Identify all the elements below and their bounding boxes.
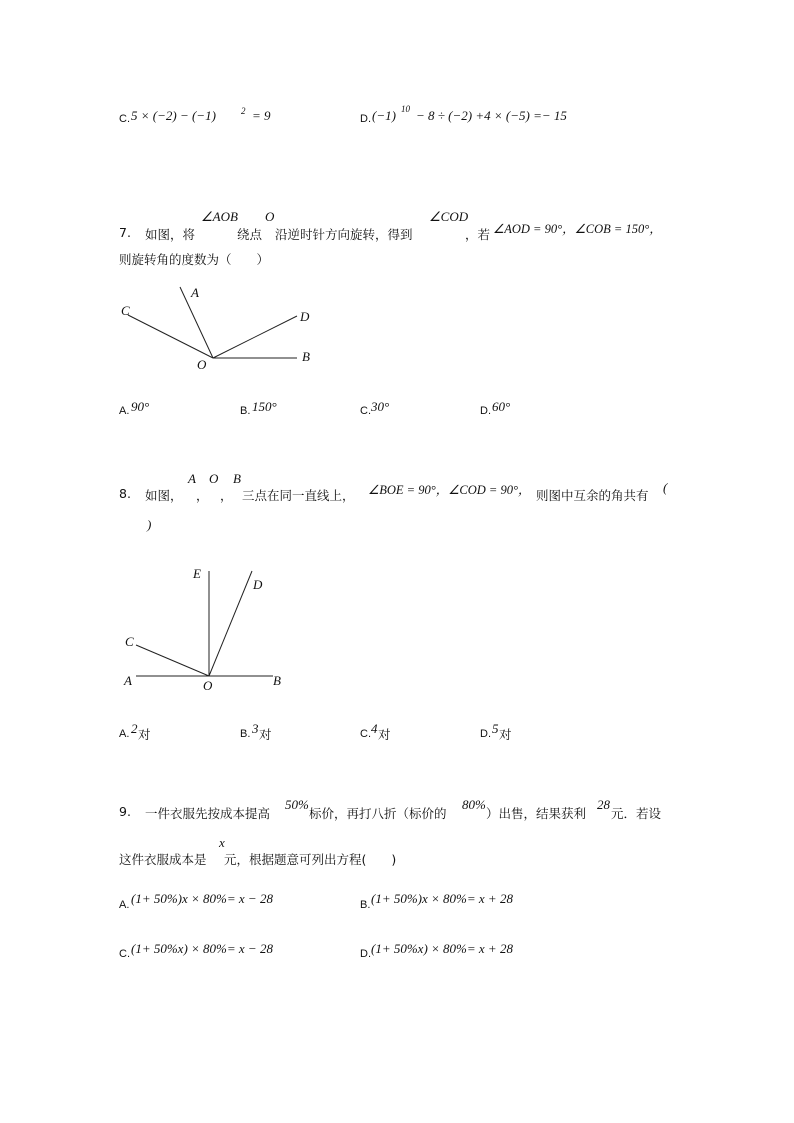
label-o: O [203, 678, 213, 693]
q8-figure [118, 560, 298, 695]
q7-point-o: O [265, 209, 275, 224]
q7-angle-aob: ∠AOB [201, 209, 238, 224]
q9-option-b-value: (1+ 50%)x × 80%= x + 28 [371, 891, 513, 906]
q9-line-2b: 元，根据题意可列出方程( ) [224, 852, 397, 867]
q8-option-d-unit: 对 [499, 727, 512, 742]
q7-figure [110, 278, 340, 378]
ray-oc [136, 645, 209, 676]
q8-comma-1: ， [196, 488, 209, 503]
q8-comma-2: ， [220, 488, 233, 503]
q7-option-b-value: 150° [252, 399, 277, 414]
q7-option-a-label: A. [119, 405, 130, 417]
q7-line-2: 则旋转角的度数为（ ） [119, 252, 270, 267]
q6-option-c-label: C. [119, 113, 130, 125]
q8-option-c-unit: 对 [378, 727, 391, 742]
q7-condition: ∠AOD = 90°，∠COB = 150°， [493, 222, 662, 236]
q7-number: 7. [119, 225, 131, 240]
label-c: C [125, 634, 134, 649]
label-b: B [302, 349, 310, 364]
q9-var-x: x [219, 835, 225, 850]
q8-paren-close: ) [147, 517, 152, 532]
q7-text-3: 沿逆时针方向旋转，得到 [275, 227, 413, 242]
q9-text-3: ）出售，结果获利 [486, 806, 587, 821]
q9-option-c-value: (1+ 50%x) × 80%= x − 28 [131, 941, 273, 956]
label-d: D [300, 309, 310, 324]
q7-text-2: 绕点 [237, 227, 263, 242]
q9-text-1: 一件衣服先按成本提高 [145, 806, 271, 821]
label-b: B [273, 673, 281, 688]
q9-pct-80: 80% [462, 797, 486, 812]
q8-option-a-unit: 对 [138, 727, 151, 742]
q9-line-2a: 这件衣服成本是 [119, 852, 207, 867]
q9-option-d-label: D. [360, 948, 371, 960]
q6-option-c-rest: = 9 [252, 108, 271, 123]
label-o: O [197, 357, 207, 372]
q8-option-c-value: 4 [371, 721, 378, 736]
q8-option-b-value: 3 [252, 721, 259, 736]
q8-option-a-label: A. [119, 728, 130, 740]
ray-od [213, 316, 297, 358]
ray-oc [128, 315, 213, 358]
q7-option-b-label: B. [240, 405, 251, 417]
q7-text-4: ，若 [465, 227, 491, 242]
label-c: C [121, 303, 130, 318]
q6-option-d-label: D. [360, 113, 371, 125]
q6-option-c-sup: 2 [241, 106, 246, 116]
q8-option-a-value: 2 [131, 721, 138, 736]
q7-angle-cod: ∠COD [429, 209, 469, 224]
q7-option-a-value: 90° [131, 399, 150, 414]
q9-option-c-label: C. [119, 948, 130, 960]
q6-option-c-expr: 5 × (−2) − (−1) [131, 108, 216, 123]
q7-option-d-label: D. [480, 405, 491, 417]
q7-option-c-label: C. [360, 405, 371, 417]
q6-option-d-expr-base: (−1) [372, 108, 396, 123]
q9-option-a-value: (1+ 50%)x × 80%= x − 28 [131, 891, 273, 906]
q7-option-d-value: 60° [492, 399, 511, 414]
q7-option-c-value: 30° [371, 399, 390, 414]
q9-n-28: 28 [597, 797, 610, 812]
q9-number: 9. [119, 804, 131, 819]
q8-point-b: B [233, 471, 241, 486]
q8-condition: ∠BOE = 90°，∠COD = 90°， [368, 483, 531, 497]
label-d: D [253, 577, 263, 592]
ray-od [209, 571, 252, 676]
q8-option-d-label: D. [480, 728, 491, 740]
q8-number: 8. [119, 486, 131, 501]
q9-pct-50: 50% [285, 797, 309, 812]
q8-paren-open: ( [663, 480, 668, 495]
q8-point-o: O [209, 471, 219, 486]
q9-option-b-label: B. [360, 899, 371, 911]
q9-text-2: 标价，再打八折（标价的 [309, 806, 447, 821]
q7-text-1: 如图，将 [145, 227, 196, 242]
label-e: E [193, 566, 201, 581]
q9-option-a-label: A. [119, 899, 130, 911]
q9-text-4: 元．若设 [611, 806, 662, 821]
label-a: A [124, 673, 132, 688]
q8-option-b-unit: 对 [259, 727, 272, 742]
q9-option-d-value: (1+ 50%x) × 80%= x + 28 [371, 941, 513, 956]
q8-point-a: A [188, 471, 196, 486]
q8-text-3: 则图中互余的角共有 [536, 488, 649, 503]
q8-option-c-label: C. [360, 728, 371, 740]
q6-option-d-rest: − 8 ÷ (−2) +4 × (−5) =− 15 [416, 108, 567, 123]
q6-option-d-sup: 10 [401, 104, 410, 114]
q8-option-d-value: 5 [492, 721, 499, 736]
q8-option-b-label: B. [240, 728, 251, 740]
q8-text-2: 三点在同一直线上， [242, 488, 355, 503]
q8-text-1: 如图， [145, 488, 183, 503]
label-a: A [191, 285, 199, 300]
